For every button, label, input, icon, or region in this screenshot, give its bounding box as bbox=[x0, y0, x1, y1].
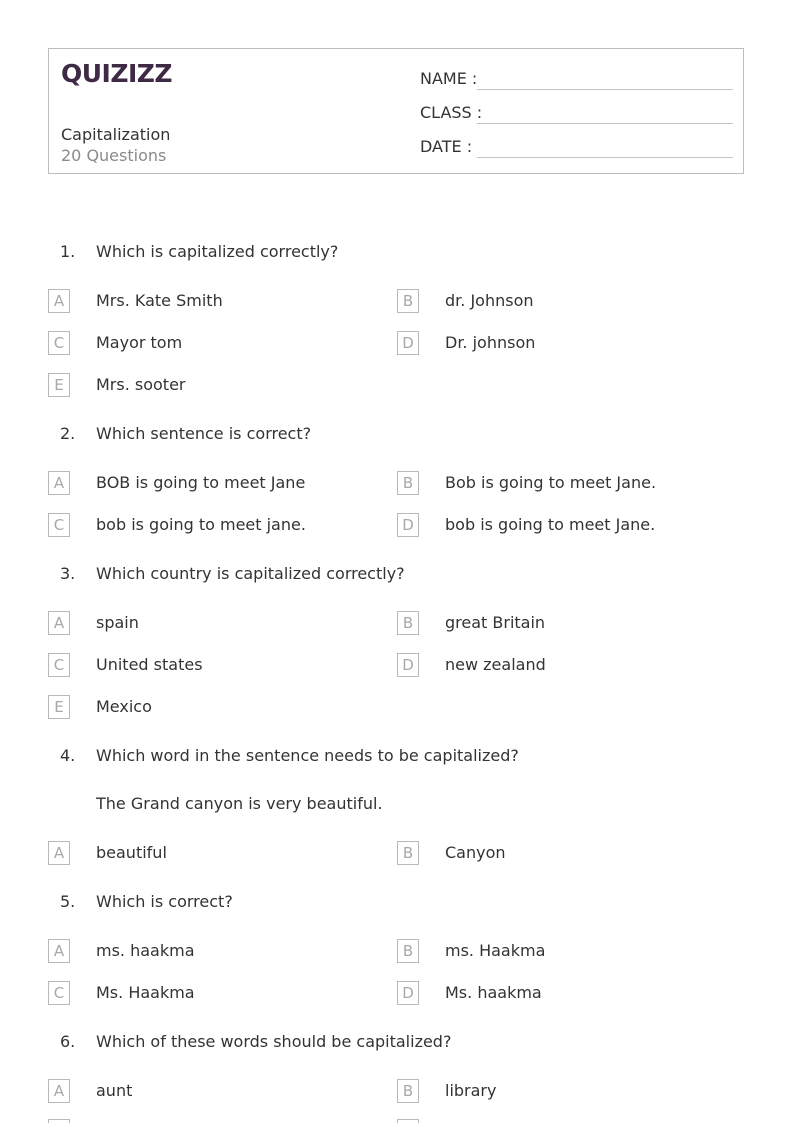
option-text: spain bbox=[96, 613, 139, 632]
question-count: 20 Questions bbox=[61, 146, 167, 165]
option-text: United states bbox=[96, 655, 203, 674]
option-letter-box: C bbox=[48, 331, 70, 355]
date-label: DATE : bbox=[420, 137, 473, 156]
option-letter-box: B bbox=[397, 1079, 419, 1103]
option-letter-box: D bbox=[397, 653, 419, 677]
question-text: Which is capitalized correctly? bbox=[96, 242, 339, 261]
option-letter-box: A bbox=[48, 1079, 70, 1103]
option-letter-box: D bbox=[397, 331, 419, 355]
name-label: NAME : bbox=[420, 69, 478, 88]
question-text: Which is correct? bbox=[96, 892, 233, 911]
question-number: 6. bbox=[60, 1032, 76, 1051]
date-line bbox=[477, 157, 733, 158]
option-letter-box: C bbox=[48, 513, 70, 537]
option-text: Mexico bbox=[96, 697, 152, 716]
option-text: Bob is going to meet Jane. bbox=[445, 473, 657, 492]
option-text: bob is going to meet Jane. bbox=[445, 515, 656, 534]
option-text: aunt bbox=[96, 1081, 133, 1100]
question-number: 1. bbox=[60, 242, 76, 261]
option-text: Dr. johnson bbox=[445, 333, 536, 352]
option-text: Ms. Haakma bbox=[96, 983, 195, 1002]
worksheet-header bbox=[48, 48, 744, 174]
question-text: Which sentence is correct? bbox=[96, 424, 312, 443]
option-letter-box: A bbox=[48, 841, 70, 865]
option-text: library bbox=[445, 1081, 497, 1100]
option-letter-box: A bbox=[48, 939, 70, 963]
option-letter-box: E bbox=[48, 373, 70, 397]
class-label: CLASS : bbox=[420, 103, 483, 122]
option-letter-box-partial bbox=[397, 1119, 419, 1123]
question-number: 2. bbox=[60, 424, 76, 443]
option-text: BOB is going to meet Jane bbox=[96, 473, 306, 492]
option-text: beautiful bbox=[96, 843, 167, 862]
option-text: Ms. haakma bbox=[445, 983, 542, 1002]
option-text: new zealand bbox=[445, 655, 546, 674]
option-text: ms. Haakma bbox=[445, 941, 546, 960]
option-text: Mayor tom bbox=[96, 333, 183, 352]
question-prompt: The Grand canyon is very beautiful. bbox=[96, 794, 383, 813]
worksheet-title: Capitalization bbox=[61, 125, 171, 144]
question-text: Which country is capitalized correctly? bbox=[96, 564, 405, 583]
question-text: Which of these words should be capitalized? bbox=[96, 1032, 452, 1051]
option-letter-box: C bbox=[48, 653, 70, 677]
class-line bbox=[477, 123, 733, 124]
option-letter-box: B bbox=[397, 611, 419, 635]
option-text: Canyon bbox=[445, 843, 506, 862]
option-letter-box-partial bbox=[48, 1119, 70, 1123]
option-letter-box: D bbox=[397, 981, 419, 1005]
question-number: 4. bbox=[60, 746, 76, 765]
option-text: Mrs. Kate Smith bbox=[96, 291, 223, 310]
option-letter-box: B bbox=[397, 471, 419, 495]
option-text: dr. Johnson bbox=[445, 291, 534, 310]
option-letter-box: B bbox=[397, 289, 419, 313]
question-number: 5. bbox=[60, 892, 76, 911]
option-letter-box: D bbox=[397, 513, 419, 537]
option-letter-box: A bbox=[48, 471, 70, 495]
option-letter-box: B bbox=[397, 841, 419, 865]
name-line bbox=[477, 89, 733, 90]
option-letter-box: E bbox=[48, 695, 70, 719]
option-letter-box: A bbox=[48, 611, 70, 635]
question-text: Which word in the sentence needs to be capitalized? bbox=[96, 746, 519, 765]
option-letter-box: B bbox=[397, 939, 419, 963]
option-text: ms. haakma bbox=[96, 941, 195, 960]
option-text: great Britain bbox=[445, 613, 546, 632]
option-text: bob is going to meet jane. bbox=[96, 515, 306, 534]
option-letter-box: A bbox=[48, 289, 70, 313]
quizizz-logo: QUIZIZZ bbox=[61, 59, 173, 88]
question-number: 3. bbox=[60, 564, 76, 583]
option-letter-box: C bbox=[48, 981, 70, 1005]
option-text: Mrs. sooter bbox=[96, 375, 186, 394]
